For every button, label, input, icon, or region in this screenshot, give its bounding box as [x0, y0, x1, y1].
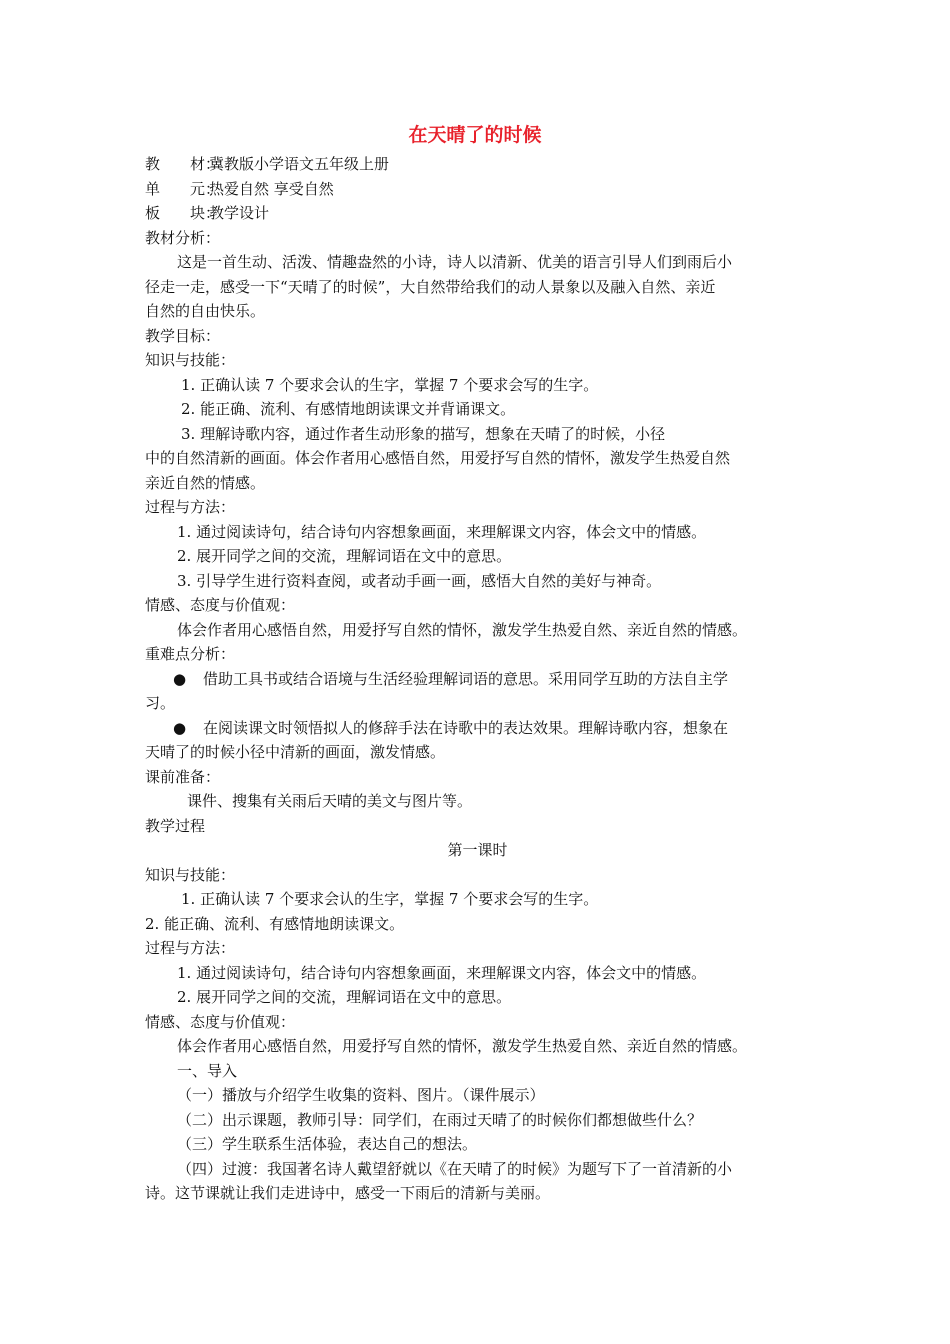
emotion-text: 体会作者用心感悟自然，用爱抒写自然的情怀，激发学生热爱自然、亲近自然的情感。 — [177, 620, 748, 639]
intro-step: （三）学生联系生活体验，表达自己的想法。 — [177, 1135, 478, 1153]
lesson-knowledge-heading: 知识与技能： — [145, 865, 236, 884]
keypoint-cont: 习。 — [145, 694, 176, 712]
knowledge-item: 2. 能正确、流利、有感情地朗读课文并背诵课文。 — [181, 400, 516, 418]
analysis-heading: 教材分析： — [145, 228, 221, 247]
meta-material — [145, 152, 810, 177]
bullet-icon: ● — [173, 718, 187, 737]
prep-heading: 课前准备： — [145, 767, 221, 786]
document-title: 在天晴了的时候 — [408, 124, 542, 146]
knowledge-item: 3. 理解诗歌内容，通过作者生动形象的描写，想象在天晴了的时候，小径 — [181, 424, 666, 443]
meta-section — [145, 201, 810, 226]
bullet-icon: ● — [173, 669, 187, 688]
lesson-emotion-heading: 情感、态度与价值观： — [145, 1012, 296, 1031]
emotion-heading: 情感、态度与价值观： — [145, 596, 296, 614]
process-main-heading: 教学过程 — [145, 816, 206, 835]
lesson-knowledge-item: 1. 正确认读 7 个要求会认的生字，掌握 7 个要求会写的生字。 — [181, 890, 599, 908]
analysis-line: 这是一首生动、活泼、情趣盎然的小诗，诗人以清新、优美的语言引导人们到雨后小 — [177, 253, 733, 271]
meta-unit — [145, 177, 810, 202]
intro-heading: 一、导入 — [177, 1061, 238, 1080]
knowledge-item: 1. 正确认读 7 个要求会认的生字，掌握 7 个要求会写的生字。 — [181, 375, 599, 394]
keypoint-item — [145, 667, 810, 692]
intro-step: （四）过渡：我国著名诗人戴望舒就以《在天晴了的时候》为题写下了一首清新的小 — [177, 1159, 733, 1178]
meta-label: 板 块： — [145, 204, 221, 222]
process-item: 2. 展开同学之间的交流，理解词语在文中的意思。 — [177, 547, 512, 565]
analysis-line: 径走一走，感受一下“天晴了的时候”，大自然带给我们的动人景象以及融入自然、亲近 — [145, 277, 716, 296]
lesson-knowledge-item: 2. 能正确、流利、有感情地朗读课文。 — [145, 914, 405, 933]
keypoint-cont: 天晴了的时候小径中清新的画面，激发情感。 — [145, 743, 446, 761]
meta-value: 热爱自然 享受自然 — [209, 179, 334, 198]
meta-label: 单 元： — [145, 179, 221, 198]
keypoints-heading: 重难点分析： — [145, 645, 236, 663]
goals-heading: 教学目标： — [145, 326, 221, 345]
knowledge-item-cont: 亲近自然的情感。 — [145, 473, 266, 492]
keypoint-item — [145, 716, 810, 741]
lesson-process-heading: 过程与方法： — [145, 939, 236, 957]
document-body — [145, 152, 810, 1206]
analysis-line: 自然的自由快乐。 — [145, 302, 266, 320]
meta-value: 冀教版小学语文五年级上册 — [209, 155, 390, 173]
process-heading: 过程与方法： — [145, 498, 236, 516]
prep-text: 课件、搜集有关雨后天晴的美文与图片等。 — [187, 792, 473, 810]
lesson-heading: 第一课时 — [447, 841, 508, 859]
lesson-process-item: 1. 通过阅读诗句，结合诗句内容想象画面，来理解课文内容，体会文中的情感。 — [177, 963, 707, 982]
knowledge-item-cont: 中的自然清新的画面。体会作者用心感悟自然，用爱抒写自然的情怀，激发学生热爱自然 — [145, 449, 731, 467]
lesson-emotion-text: 体会作者用心感悟自然，用爱抒写自然的情怀，激发学生热爱自然、亲近自然的情感。 — [177, 1037, 748, 1055]
meta-value: 教学设计 — [209, 204, 270, 222]
keypoint-text: 在阅读课文时领悟拟人的修辞手法在诗歌中的表达效果。理解诗歌内容，想象在 — [203, 718, 729, 737]
intro-step: （一）播放与介绍学生收集的资料、图片。（课件展示） — [177, 1086, 545, 1104]
lesson-process-item: 2. 展开同学之间的交流，理解词语在文中的意思。 — [177, 988, 512, 1006]
intro-step: （二）出示课题，教师引导：同学们，在雨过天晴了的时候你们都想做些什么？ — [177, 1110, 703, 1129]
process-item: 3. 引导学生进行资料查阅，或者动手画一画，感悟大自然的美好与神奇。 — [177, 571, 662, 590]
intro-step-cont: 诗。这节课就让我们走进诗中，感受一下雨后的清新与美丽。 — [145, 1184, 551, 1202]
process-item: 1. 通过阅读诗句，结合诗句内容想象画面，来理解课文内容，体会文中的情感。 — [177, 522, 707, 541]
meta-label: 教 材： — [145, 155, 221, 173]
keypoint-text: 借助工具书或结合语境与生活经验理解词语的意思。采用同学互助的方法自主学 — [203, 669, 729, 688]
knowledge-heading: 知识与技能： — [145, 351, 236, 369]
